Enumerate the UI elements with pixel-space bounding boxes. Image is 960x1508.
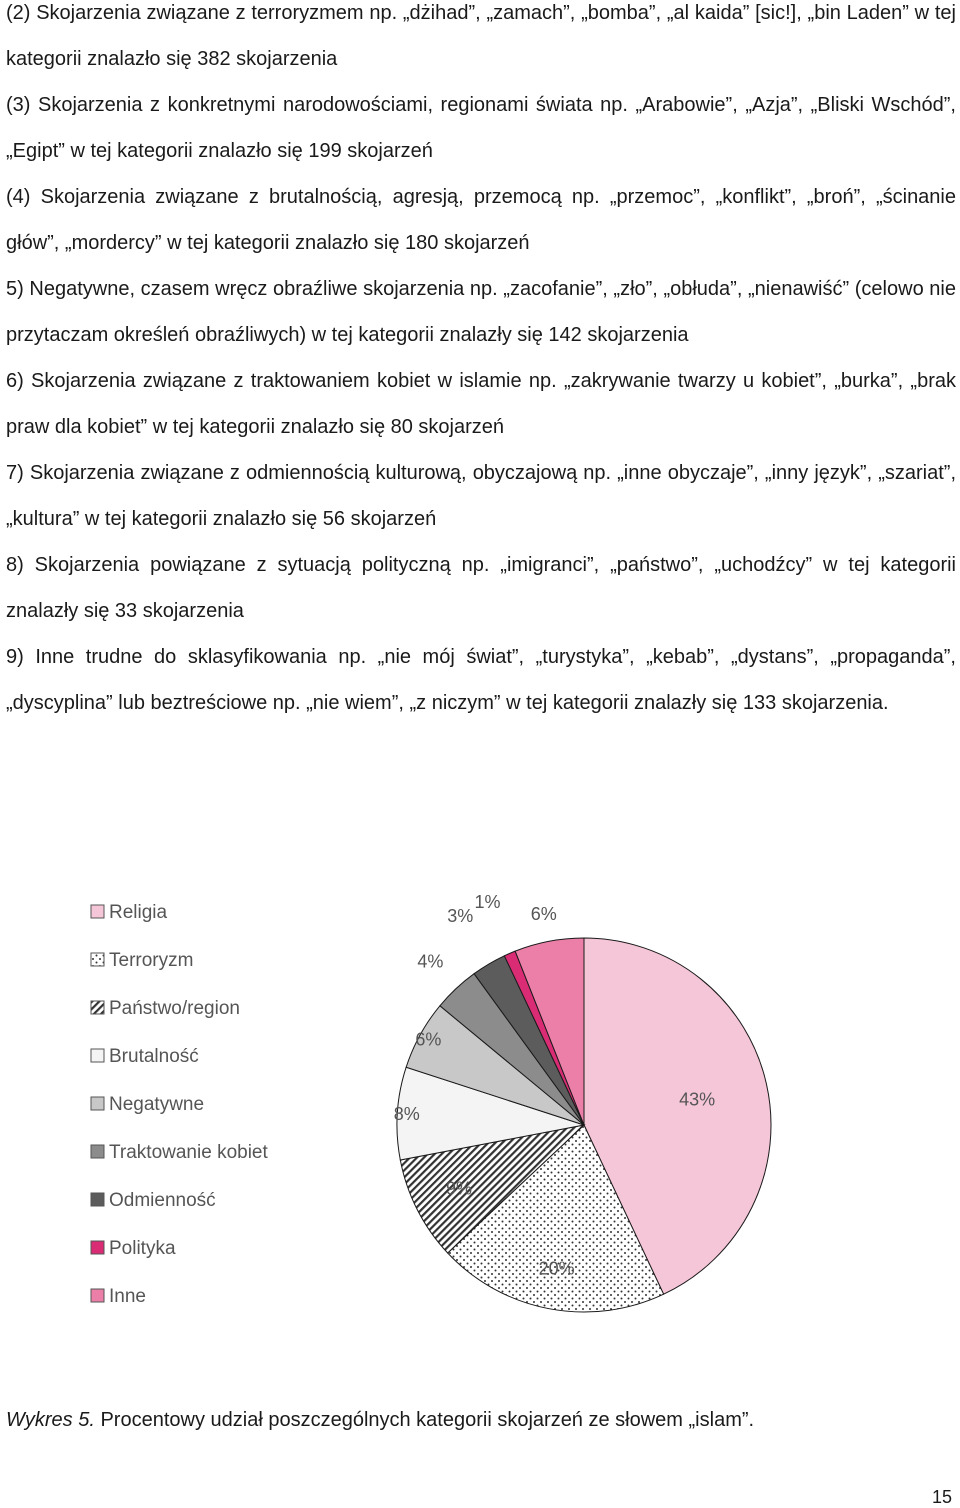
legend-label: Odmienność (109, 1190, 216, 1211)
legend-label: Inne (109, 1286, 146, 1307)
slice-label: 20% (538, 1258, 575, 1279)
slice-label: 6% (530, 903, 557, 924)
legend-swatch (91, 1097, 104, 1110)
slice-label: 9% (446, 1178, 473, 1199)
legend (91, 902, 268, 1307)
pie-chart-area (0, 880, 960, 1340)
legend-swatch (91, 1241, 104, 1254)
slice-label: 3% (447, 905, 474, 926)
paragraph-polityka: 8) Skojarzenia powiązane z sytuacją polityczną np. „imigranci”, „państwo”, „uchodźcy” w tej kategorii znalazły się 33 skojarzenia (6, 554, 956, 622)
paragraph-negatywne: 5) Negatywne, czasem wręcz obraźliwe skojarzenia np. „zacofanie”, „zło”, „obłuda”, „nienawiść” (celowo nie przytaczam określeń obraźliwych) w tej kategorii znalazły się 142 skojarzenia (6, 278, 956, 346)
legend-swatch (91, 1289, 104, 1302)
figure-caption (6, 1406, 754, 1434)
paragraph-terroryzm: (2) Skojarzenia związane z terroryzmem np. „dżihad”, „zamach”, „bomba”, „al kaida” [sic!], „bin Laden” w tej kategorii znalazło się 382 skojarzenia (6, 2, 956, 70)
pie-slices (397, 938, 771, 1312)
body-text (6, 0, 956, 726)
legend-label: Brutalność (109, 1046, 199, 1067)
paragraph-odmiennosc: 7) Skojarzenia związane z odmiennością kulturową, obyczajową np. „inne obyczaje”, „inny język”, „szariat”, „kultura” w tej kategorii znalazło się 56 skojarzeń (6, 462, 956, 530)
legend-swatch (91, 953, 104, 966)
legend-label: Państwo/region (109, 998, 240, 1019)
legend-label: Terroryzm (109, 950, 194, 971)
legend-swatch (91, 1049, 104, 1062)
caption-label: Wykres 5. (6, 1409, 95, 1431)
page-number: 15 (931, 1487, 952, 1507)
legend-label: Traktowanie kobiet (109, 1142, 268, 1163)
legend-swatch (91, 1193, 104, 1206)
legend-swatch (91, 1145, 104, 1158)
caption-text: Procentowy udział poszczególnych kategorii skojarzeń ze słowem „islam”. (94, 1409, 755, 1431)
legend-label: Religia (109, 902, 168, 923)
paragraph-inne: 9) Inne trudne do sklasyfikowania np. „nie mój świat”, „turystyka”, „kebab”, „dystans”, „propaganda”, „dyscyplina” lub beztreściowe np. „nie wiem”, „z niczym” w tej kategorii znalazły się 133 skojarzenia. (6, 646, 956, 714)
slice-label: 8% (393, 1103, 420, 1124)
legend-swatch (91, 905, 104, 918)
paragraph-narodowosci: (3) Skojarzenia z konkretnymi narodowościami, regionami świata np. „Arabowie”, „Azja”, „Bliski Wschód”, „Egipt” w tej kategorii znalazło się 199 skojarzeń (6, 94, 956, 162)
legend-label: Negatywne (109, 1094, 205, 1115)
paragraph-brutalnosc: (4) Skojarzenia związane z brutalnością, agresją, przemocą np. „przemoc”, „konflikt”, „broń”, „ścinanie głów”, „mordercy” w tej kategorii znalazło się 180 skojarzeń (6, 186, 956, 254)
slice-label: 6% (415, 1029, 442, 1050)
paragraph-kobiety: 6) Skojarzenia związane z traktowaniem kobiet w islamie np. „zakrywanie twarzy u kobiet”, „burka”, „brak praw dla kobiet” w tej kategorii znalazło się 80 skojarzeń (6, 370, 956, 438)
legend-swatch (91, 1001, 104, 1014)
pie-chart (0, 880, 960, 1340)
slice-label: 4% (417, 951, 444, 972)
slice-label: 43% (679, 1089, 716, 1110)
slice-label: 1% (474, 891, 501, 912)
legend-label: Polityka (109, 1238, 176, 1259)
